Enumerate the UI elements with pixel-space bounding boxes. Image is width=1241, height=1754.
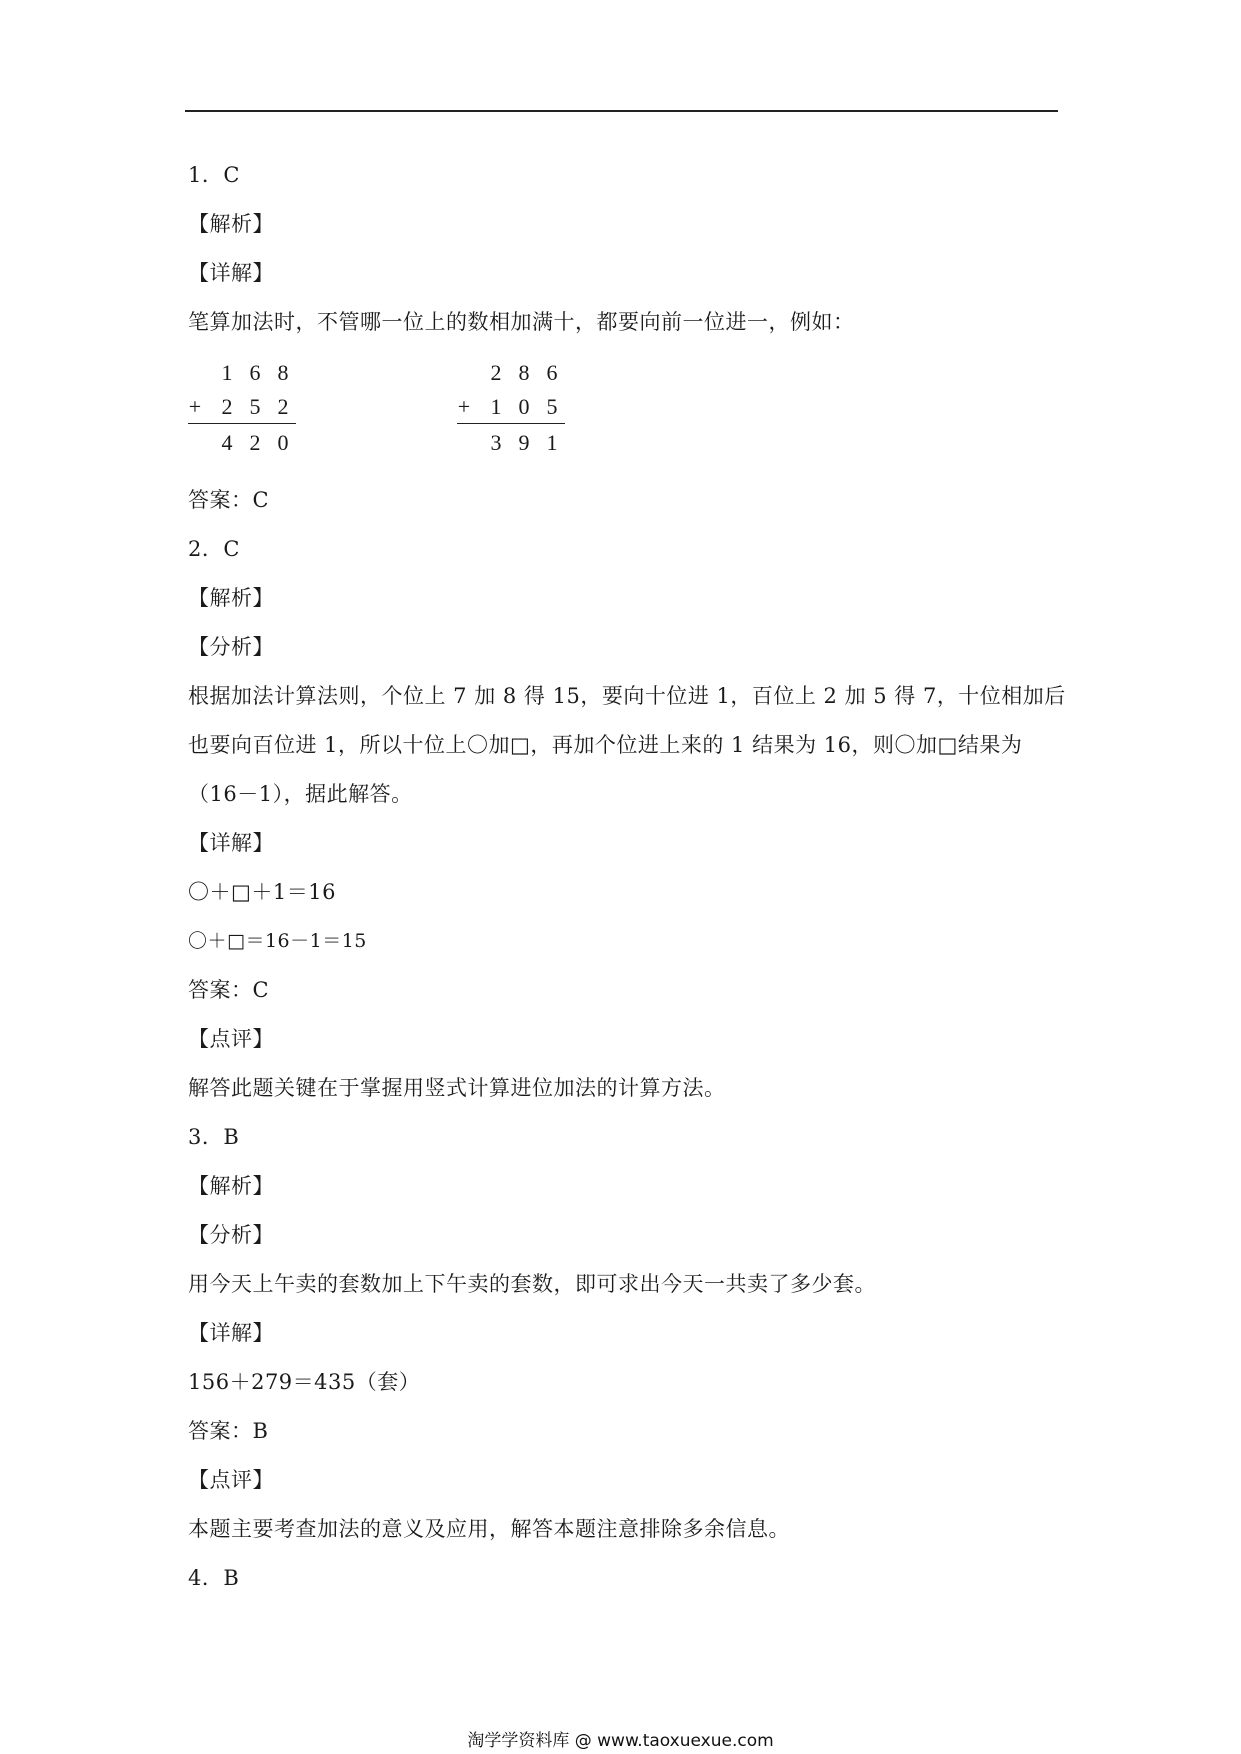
section-label-dianping: 【点评】 <box>188 1468 274 1492</box>
answer-3-heading: 3．B <box>188 1125 240 1149</box>
answer-2-heading: 2．C <box>188 537 240 561</box>
section-label-jiexi: 【解析】 <box>188 586 274 610</box>
section-label-dianping: 【点评】 <box>188 1027 274 1051</box>
digit: 5 <box>249 394 261 419</box>
paragraph: 也要向百位进 1，所以十位上〇加□，再加个位进上来的 1 结果为 16，则〇加□结果为 <box>188 733 1023 757</box>
digit: 2 <box>490 360 502 385</box>
digit: 4 <box>221 430 233 455</box>
digit: 1 <box>546 430 558 455</box>
section-label-fenxi: 【分析】 <box>188 1223 274 1247</box>
equation: 156＋279＝435（套） <box>188 1370 421 1394</box>
equation: 〇＋□＋1＝16 <box>188 880 336 904</box>
section-label-xiangjie: 【详解】 <box>188 1321 274 1345</box>
footer-watermark: 淘学学资料库 @ www.taoxuexue.com <box>467 1731 774 1751</box>
digit: 6 <box>249 360 261 385</box>
answer-1-heading: 1．C <box>188 163 240 187</box>
digit: 1 <box>221 360 233 385</box>
digit: 0 <box>518 394 530 419</box>
paragraph: 笔算加法时，不管哪一位上的数相加满十，都要向前一位进一，例如： <box>188 310 855 334</box>
digit: 2 <box>249 430 261 455</box>
paragraph: 本题主要考查加法的意义及应用，解答本题注意排除多余信息。 <box>188 1517 790 1541</box>
plus-sign: + <box>457 394 471 419</box>
section-label-fenxi: 【分析】 <box>188 635 274 659</box>
digit: 2 <box>221 394 233 419</box>
plus-sign: + <box>188 394 202 419</box>
digit: 3 <box>490 430 502 455</box>
digit: 6 <box>546 360 558 385</box>
section-label-xiangjie: 【详解】 <box>188 261 274 285</box>
answer-4-heading: 4．B <box>188 1566 240 1590</box>
paragraph: 用今天上午卖的套数加上下午卖的套数，即可求出今天一共卖了多少套。 <box>188 1272 876 1296</box>
digit: 1 <box>490 394 502 419</box>
sum-rule <box>457 423 565 424</box>
digit: 2 <box>277 394 289 419</box>
section-label-xiangjie: 【详解】 <box>188 831 274 855</box>
sum-rule <box>188 423 296 424</box>
section-label-jiexi: 【解析】 <box>188 1174 274 1198</box>
header-rule <box>185 110 1058 112</box>
answer-line: 答案：C <box>188 488 270 512</box>
section-label-jiexi: 【解析】 <box>188 212 274 236</box>
paragraph: 解答此题关键在于掌握用竖式计算进位加法的计算方法。 <box>188 1076 726 1100</box>
paragraph: 根据加法计算法则，个位上 7 加 8 得 15，要向十位进 1，百位上 2 加 5 得 7，十位相加后 <box>188 684 1066 708</box>
answer-line: 答案：B <box>188 1419 269 1443</box>
digit: 8 <box>518 360 530 385</box>
answer-line: 答案：C <box>188 978 270 1002</box>
digit: 9 <box>518 430 530 455</box>
paragraph: （16－1），据此解答。 <box>188 782 413 806</box>
digit: 5 <box>546 394 558 419</box>
digit: 8 <box>277 360 289 385</box>
equation: 〇＋□＝16－1＝15 <box>188 930 367 952</box>
digit: 0 <box>277 430 289 455</box>
